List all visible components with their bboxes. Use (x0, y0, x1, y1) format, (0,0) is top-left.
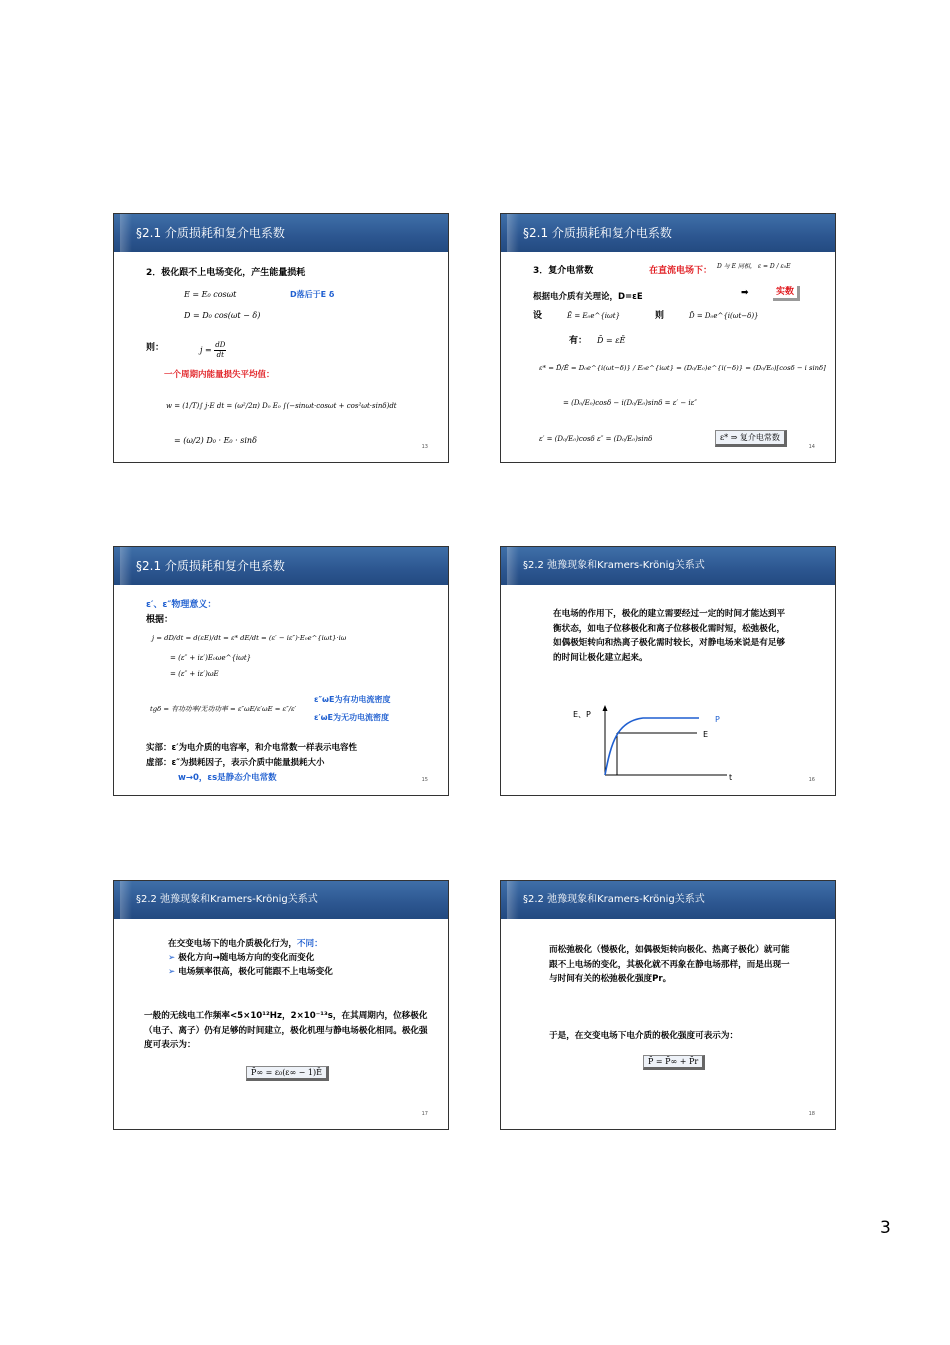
bullet-arrow-icon: ➢ (168, 953, 179, 963)
slide-number: 17 (421, 1111, 428, 1117)
frequency-paragraph: 一般的无线电工作频率<5×10¹²Hz，2×10⁻¹³s，在其周期内，位移极化（电子、离子）仍有足够的时间建立，极化机理与静电场极化相同。极化强度可表示为： (144, 1011, 428, 1050)
slide-13 (113, 213, 449, 463)
then-label: 则 (655, 311, 665, 321)
dc-note-tail: D 与 E 同相， ε = D / ε₀E (717, 263, 791, 270)
bullet-1-text: 极化方向→随电场方向的变化而变化 (178, 953, 315, 963)
x-axis-label: t (729, 773, 733, 781)
slide-heading: 2．极化跟不上电场变化，产生能量损耗 (146, 268, 306, 278)
slide-header: §2.1 介质损耗和复介电系数 (501, 214, 835, 252)
slide-heading: 3．复介电常数 (533, 266, 594, 276)
slide-number: 16 (808, 777, 815, 783)
bullet-1 (168, 951, 314, 965)
polarization-time-plot (567, 703, 767, 781)
slide-number: 18 (808, 1111, 815, 1117)
have-equation: D̄ = εĒ (597, 336, 626, 345)
slide-16 (500, 546, 836, 796)
equation-epsilon-star: ε* = D̄/Ē = D₀e^{i(ωt−δ)} / E₀e^{iωt} = (D₀/E₀)e^{i(−δ)} = (D₀/E₀)[cosδ − i sinδ] (539, 364, 826, 372)
intro-main: 在交变电场下的电介质极化行为， (168, 939, 297, 949)
equation-tg-delta: tgδ = 有功功率/无功功率 = ε″ωE/ε′ωE = ε″/ε′ (150, 705, 297, 713)
slide-18 (500, 880, 836, 1130)
slide-14 (500, 213, 836, 463)
slide-header: §2.2 弛豫现象和Kramers-Krönig关系式 (501, 881, 835, 919)
y-axis-label: E、P (573, 710, 591, 719)
active-current-note: ε″ωE为有功电流密度 (314, 695, 391, 704)
slide-header: §2.1 介质损耗和复介电系数 (114, 214, 448, 252)
imaginary-part-text: 虚部：ε″为损耗因子，表示介质中能量损耗大小 (146, 758, 325, 768)
real-part-text: 实部：ε′为电介质的电容率，和介电常数一样表示电容性 (146, 743, 357, 753)
static-permittivity-text: w→0，εs是静态介电常数 (178, 773, 277, 783)
equation-d: D = D₀ cos(ωt − δ) (184, 311, 261, 320)
slide-17 (113, 880, 449, 1130)
fraction-numerator: dD (215, 341, 226, 349)
basis-label: 根据： (146, 615, 174, 625)
slide-header: §2.1 介质损耗和复介电系数 (114, 547, 448, 585)
intro-different: 不同： (296, 939, 323, 949)
fraction-dd-dt (214, 341, 226, 360)
equation-epsilon-parts: ε′ = (D₀/E₀)cosδ ε″ = (D₀/E₀)sinδ (539, 435, 653, 443)
equation-epsilon-split: = (D₀/E₀)cosδ − i(D₀/E₀)sinδ = ε′ − iε″ (563, 399, 698, 407)
bullet-2-text: 电场频率很高，极化可能跟不上电场变化 (178, 967, 333, 977)
slide-15 (113, 546, 449, 796)
slide-number: 14 (808, 444, 815, 450)
real-number-label: 实数 (773, 286, 800, 301)
y-axis-arrow (603, 705, 608, 711)
equation-j-lhs: j = (200, 345, 212, 355)
set-equation: Ē = E₀e^{iωt} (567, 312, 621, 320)
slide-number: 13 (421, 444, 428, 450)
average-loss-label: 一个周期内能量损失平均值： (164, 370, 275, 380)
equation-j (200, 341, 226, 360)
slide-heading: ε′、ε″物理意义： (146, 600, 217, 610)
theory-text: 根据电介质有关理论，D=εE (533, 292, 643, 302)
intro-text (168, 937, 323, 951)
complex-permittivity-box: ε* ⇒ 复介电常数 (715, 430, 787, 447)
ac-field-text: 于是，在交变电场下电介质的极化强度可表示为： (549, 1031, 739, 1041)
slide-number: 15 (421, 777, 428, 783)
dc-note: 在直流电场下： (649, 266, 713, 276)
p-curve (605, 718, 699, 775)
fraction-denominator: dt (216, 351, 224, 359)
page-number: 3 (880, 1218, 891, 1238)
slide-header: §2.2 弛豫现象和Kramers-Krönig关系式 (501, 547, 835, 585)
total-polarization-box: P̄ = P̄∞ + P̄r (643, 1055, 705, 1070)
slide-header: §2.2 弛豫现象和Kramers-Krönig关系式 (114, 881, 448, 919)
set-label: 设 (533, 311, 543, 321)
arrow-icon: ➡ (741, 288, 749, 298)
relaxation-polarization-paragraph: 而松弛极化（慢极化，如偶极矩转向极化、热离子极化）就可能跟不上电场的变化，其极化就不再象在静电场那样，而是出现一与时间有关的松弛极化强度Pr。 (549, 945, 790, 984)
equation-j3: = (ε″ + iε′)ωE (170, 670, 219, 678)
have-label: 有： (569, 336, 588, 346)
p-label: P (715, 715, 720, 724)
e-label: E (703, 730, 709, 739)
equation-e: E = E₀ cosωt (184, 290, 237, 299)
equation-w1: w = (1/T)∫ j·E dt = (ω²/2π) D₀ E₀ ∫(−sinωt·cosωt + cos²ωt·sinδ)dt (166, 402, 397, 410)
bullet-2 (168, 965, 333, 979)
equation-w2: = (ω/2) D₀ · E₀ · sinδ (174, 436, 257, 445)
polarization-formula-box: P̄∞ = ε₀(ε∞ − 1)Ē (246, 1066, 329, 1081)
bullet-arrow-icon: ➢ (168, 967, 179, 977)
equation-j: j = dD/dt = d(εE)/dt = ε* dE/dt = (ε′ − iε″)·E₀e^{iωt}·iω (152, 634, 347, 642)
then-label: 则： (146, 343, 165, 353)
then-equation: D̄ = D₀e^{i(ωt−δ)} (689, 312, 759, 320)
lag-note: D落后于E δ (290, 290, 335, 299)
reactive-current-note: ε′ωE为无功电流密度 (314, 713, 389, 722)
equation-j2: = (ε″ + iε′)E₀ωe^{iωt} (170, 654, 252, 662)
relaxation-paragraph: 在电场的作用下，极化的建立需要经过一定的时间才能达到平衡状态，如电子位移极化和离子位移极化需时短，松弛极化，如偶极矩转向和热离子极化需时较长，对静电场来说是有足够的时间让极化建立起来。 (553, 609, 786, 663)
